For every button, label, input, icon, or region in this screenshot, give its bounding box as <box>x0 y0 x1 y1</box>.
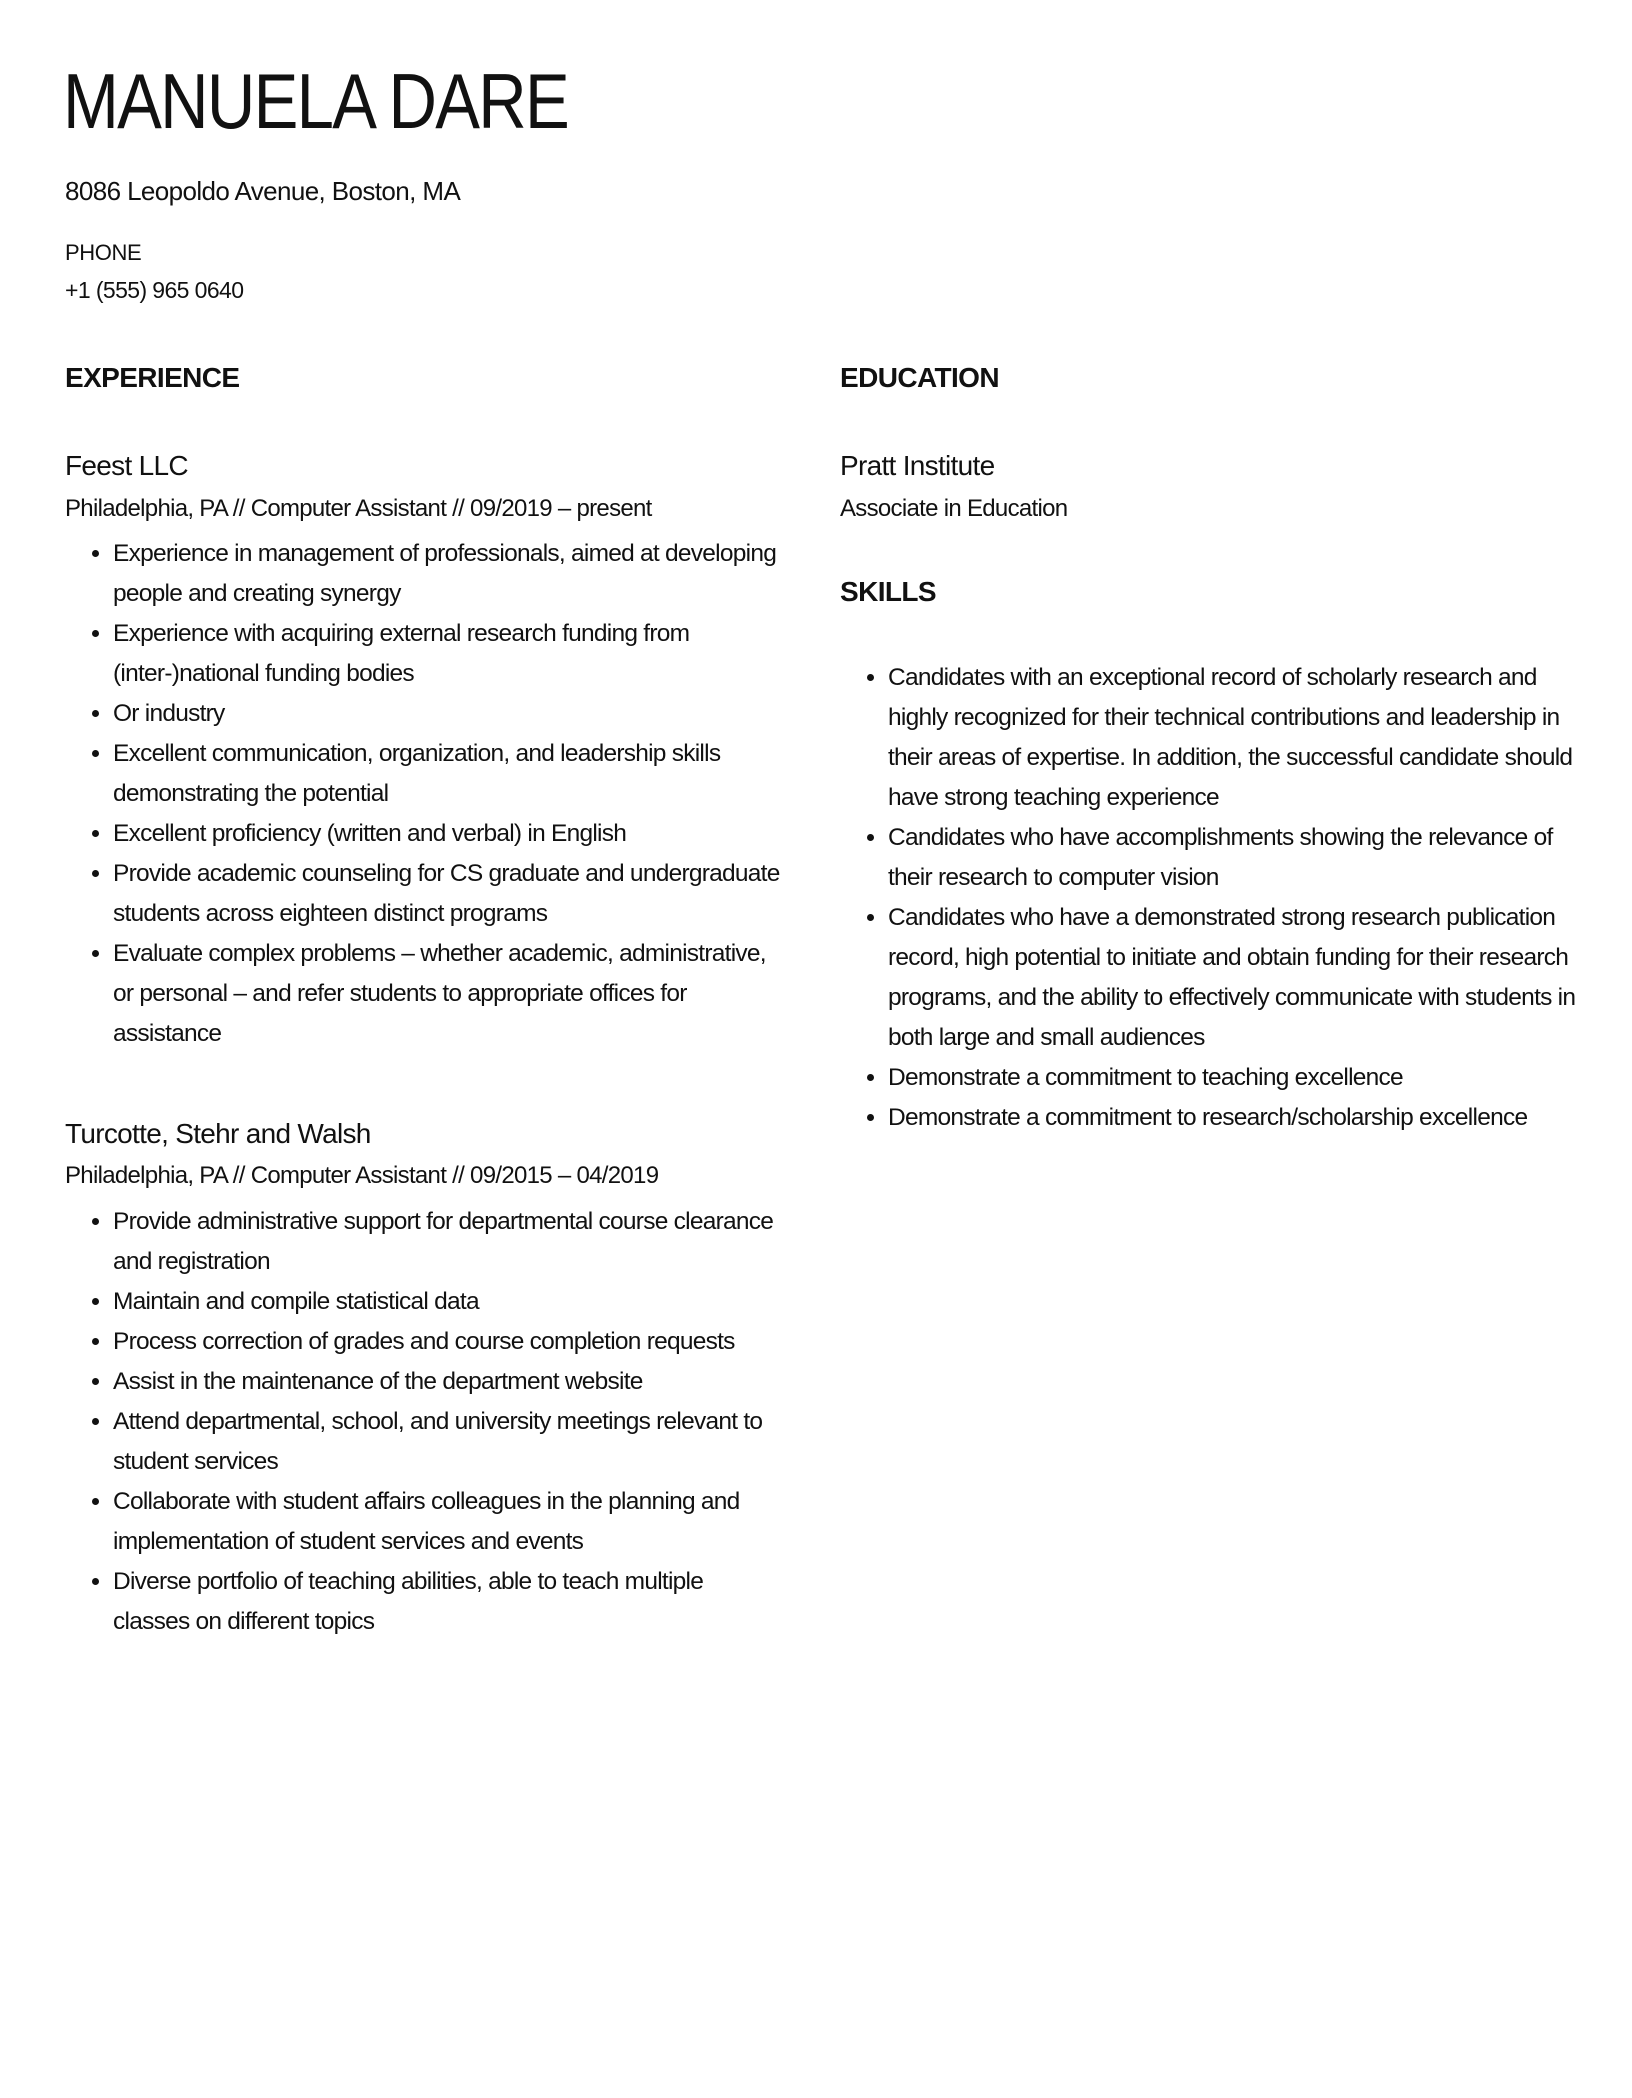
list-item: • Diverse portfolio of teaching abilities, able to teach multiple classes on different topics <box>113 1562 785 1642</box>
job-entry <box>65 1116 785 1642</box>
education-heading: EDUCATION <box>840 362 999 393</box>
education-skills-column <box>840 360 1580 1138</box>
list-item: • Experience with acquiring external research funding from (inter-)national funding bodies <box>113 614 785 694</box>
skills-list <box>840 658 1580 1138</box>
list-item: • Provide administrative support for departmental course clearance and registration <box>113 1202 785 1282</box>
list-item: • Assist in the maintenance of the department website <box>113 1362 785 1402</box>
list-item: • Excellent communication, organization, and leadership skills demonstrating the potential <box>113 734 785 814</box>
list-item: • Evaluate complex problems – whether academic, administrative, or personal – and refer students to appropriate offices for assistance <box>113 934 785 1054</box>
school-name: Pratt Institute <box>840 450 995 482</box>
address: 8086 Leopoldo Avenue, Boston, MA <box>65 176 461 206</box>
job-entry <box>65 448 785 1054</box>
job-company: Turcotte, Stehr and Walsh <box>65 1117 371 1149</box>
list-item: • Candidates with an exceptional record of scholarly research and highly recognized for their technical contributions and leadership in their areas of expertise. In addition, the successful candidate should have strong teaching experience <box>888 658 1580 818</box>
list-item: • Provide academic counseling for CS graduate and undergraduate students across eighteen distinct programs <box>113 854 785 934</box>
list-item: • Demonstrate a commitment to teaching excellence <box>888 1058 1580 1098</box>
phone-number: +1 (555) 965 0640 <box>65 277 244 303</box>
list-item: • Process correction of grades and course completion requests <box>113 1322 785 1362</box>
list-item: • Maintain and compile statistical data <box>113 1282 785 1322</box>
job-bullets <box>65 534 785 1054</box>
list-item: • Collaborate with student affairs colleagues in the planning and implementation of student services and events <box>113 1482 785 1562</box>
job-company: Feest LLC <box>65 450 188 482</box>
job-bullets <box>65 1202 785 1642</box>
list-item: • Demonstrate a commitment to research/scholarship excellence <box>888 1098 1580 1138</box>
degree: Associate in Education <box>840 494 1068 522</box>
skills-heading: SKILLS <box>840 575 936 607</box>
list-item: • Attend departmental, school, and university meetings relevant to student services <box>113 1402 785 1482</box>
list-item: • Experience in management of professionals, aimed at developing people and creating synergy <box>113 534 785 614</box>
experience-column <box>65 360 785 1642</box>
experience-heading: EXPERIENCE <box>65 362 240 393</box>
job-details: Philadelphia, PA // Computer Assistant // 09/2019 – present <box>65 494 652 522</box>
candidate-name: MANUELA DARE <box>63 57 568 145</box>
list-item: • Or industry <box>113 694 785 734</box>
job-details: Philadelphia, PA // Computer Assistant // 09/2015 – 04/2019 <box>65 1162 659 1190</box>
phone-label: PHONE <box>65 240 142 265</box>
list-item: • Candidates who have a demonstrated strong research publication record, high potential to initiate and obtain funding for their research programs, and the ability to effectively communicate with students in both large and small audiences <box>888 898 1580 1058</box>
list-item: • Excellent proficiency (written and verbal) in English <box>113 814 785 854</box>
list-item: • Candidates who have accomplishments showing the relevance of their research to computer vision <box>888 818 1580 898</box>
